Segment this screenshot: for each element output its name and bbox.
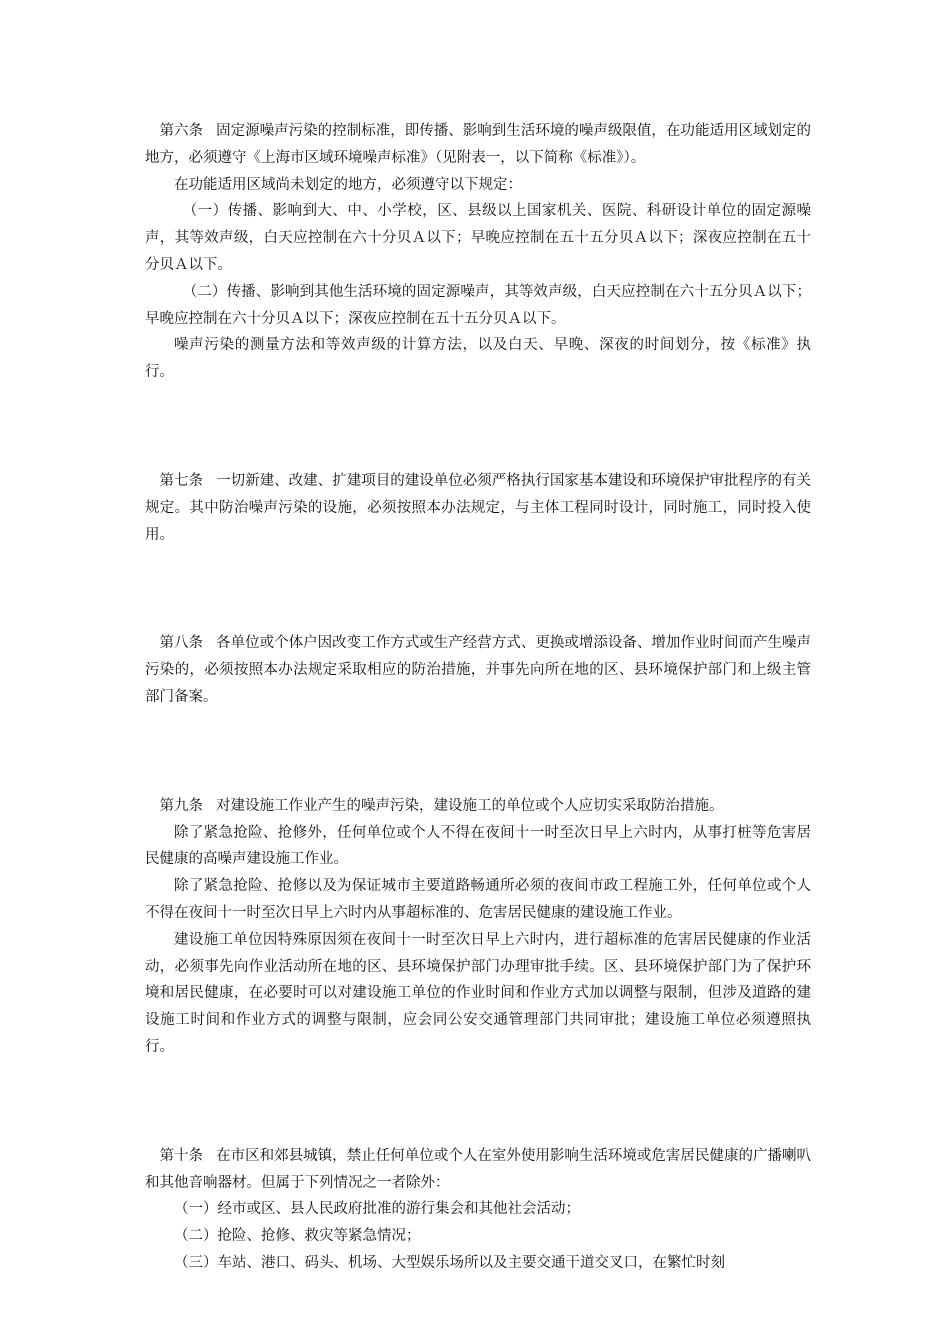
article-9-paragraph: 除了紧急抢险、抢修以及为保证城市主要道路畅通所必须的夜间市政工程施工外，任何单位或个人不得在夜间十一时至次日早上六时内从事超标准的、危害居民健康的建设施工作业。 (145, 878, 811, 921)
article-9-lead-paragraph (145, 793, 811, 820)
article-10-item-3: （三）车站、港口、码头、机场、大型娱乐场所以及主要交通干道交叉口，在繁忙时刻 (174, 1254, 725, 1271)
article-6 (145, 118, 811, 386)
article-number: 第七条 (159, 472, 204, 489)
article-9 (145, 793, 811, 1061)
article-7-lead-paragraph (145, 468, 811, 548)
article-number: 第十条 (159, 1147, 204, 1164)
article-number: 第九条 (159, 797, 203, 814)
article-8-lead-paragraph (145, 630, 811, 710)
document-page (145, 118, 811, 1277)
article-10-lead-paragraph (145, 1143, 811, 1197)
article-10-item-1: （一）经市或区、县人民政府批准的游行集会和其他社会活动； (174, 1201, 580, 1218)
article-6-item-1: （一）传播、影响到大、中、小学校，区、县级以上国家机关、医院、科研设计单位的固定源噪声，其等效声级，白天应控制在六十分贝Ａ以下；早晚应控制在五十五分贝Ａ以下；深夜应控制在五十分贝Ａ以下。 (145, 203, 811, 273)
article-text: 一切新建、改建、扩建项目的建设单位必须严格执行国家基本建设和环境保护审批程序的有关规定。其中防治噪声污染的设施，必须按照本办法规定，与主体工程同时设计，同时施工，同时投入使用。 (145, 472, 812, 543)
article-number: 第八条 (159, 635, 204, 652)
article-number: 第六条 (159, 123, 204, 139)
article-9-paragraph: 建设施工单位因特殊原因须在夜间十一时至次日早上六时内，进行超标准的危害居民健康的作业活动，必须事先向作业活动所在地的区、县环境保护部门办理审批手续。区、县环境保护部门为了保护环境和居民健康，在必要时可以对建设施工单位的作业时间和作业方式加以调整与限制，但涉及道路的建设施工时间和作业方式的调整与限制，应会同公安交通管理部门共同审批；建设施工单位必须遵照执行。 (145, 931, 811, 1055)
article-text: 在市区和郊县城镇，禁止任何单位或个人在室外使用影响生活环境或危害居民健康的广播喇叭和其他音响器材。但属于下列情况之一者除外： (145, 1147, 812, 1191)
article-8 (145, 630, 811, 710)
article-7 (145, 468, 811, 548)
article-text: 各单位或个体户因改变工作方式或生产经营方式、更换或增添设备、增加作业时间而产生噪声污染的，必须按照本办法规定采取相应的防治措施，并事先向所在地的区、县环境保护部门和上级主管部门备案。 (145, 635, 812, 705)
article-text: 固定源噪声污染的控制标准，即传播、影响到生活环境的噪声级限值，在功能适用区域划定的地方，必须遵守《上海市区域环境噪声标准》（见附表一，以下简称《标准》）。 (145, 123, 812, 166)
article-6-paragraph: 噪声污染的测量方法和等效声级的计算方法，以及白天、早晚、深夜的时间划分，按《标准》执行。 (145, 337, 811, 381)
article-9-paragraph: 除了紧急抢险、抢修外，任何单位或个人不得在夜间十一时至次日早上六时内，从事打桩等危害居民健康的高噪声建设施工作业。 (145, 824, 811, 868)
article-text: 对建设施工作业产生的噪声污染，建设施工的单位或个人应切实采取防治措施。 (216, 797, 724, 814)
article-6-item-2: （二）传播、影响到其他生活环境的固定源噪声，其等效声级，白天应控制在六十五分贝Ａ以下；早晚应控制在六十分贝Ａ以下；深夜应控制在五十五分贝Ａ以下。 (145, 283, 811, 327)
article-6-paragraph: 在功能适用区域尚未划定的地方，必须遵守以下规定： (174, 176, 522, 193)
article-10-item-2: （二）抢险、抢修、救灾等紧急情况； (174, 1228, 421, 1245)
article-10 (145, 1143, 811, 1277)
article-6-lead-paragraph (145, 118, 811, 172)
